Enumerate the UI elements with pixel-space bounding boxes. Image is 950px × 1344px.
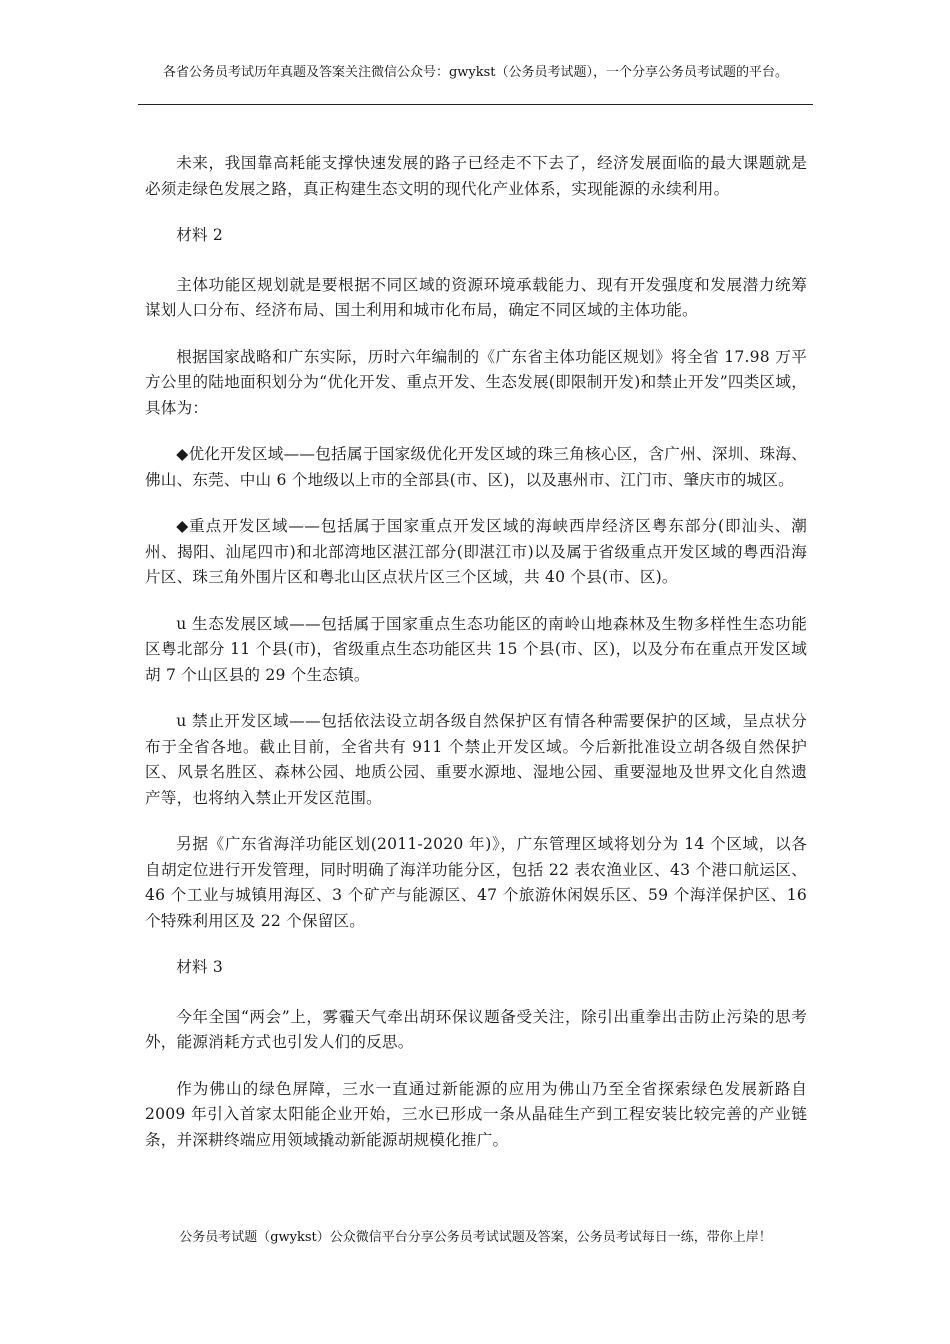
paragraph: 今年全国“两会”上，雾霾天气牵出胡环保议题备受关注，除引出重拳出击防止污染的思考外，能源消耗方式也引发人们的反思。 — [145, 1007, 807, 1051]
paragraph: 另据《广东省海洋功能区划(2011-2020 年)》，广东管理区域将划分为 14 个区域，以各自胡定位进行开发管理，同时明确了海洋功能分区，包括 22 表农渔业区、43 个港口航运区、46 个工业与城镇用海区、3 个矿产与能源区、47 个旅游休闲娱乐区、59 个海洋保护区、16 个特殊利用区及 22 个保留区。 — [145, 835, 807, 930]
paragraph: 作为佛山的绿色屏障，三水一直通过新能源的应用为佛山乃至全省探索绿色发展新路自 2009 年引入首家太阳能企业开始，三水已形成一条从晶硅生产到工程安装比较完善的产业链条，并深耕终端应用领域撬动新能源胡规模化推广。 — [145, 1079, 807, 1149]
paragraph: u 禁止开发区域——包括依法设立胡各级自然保护区有情各种需要保护的区域，呈点状分布于全省各地。截止目前，全省共有 911 个禁止开发区域。今后新批准设立胡各级自然保护区、风景名胜区、森林公园、地质公园、重要水源地、湿地公园、重要湿地及世界文化自然遗产等，也将纳入禁止开发区范围。 — [145, 712, 807, 807]
paragraph: 未来，我国靠高耗能支撑快速发展的路子已经走不下去了，经济发展面临的最大课题就是必须走绿色发展之路，真正构建生态文明的现代化产业体系，实现能源的永续利用。 — [145, 154, 807, 198]
paragraph: u 生态发展区域——包括属于国家重点生态功能区的南岭山地森林及生物多样性生态功能区粤北部分 11 个县(市)，省级重点生态功能区共 15 个县(市、区)，以及分布在重点开发区域胡 7 个山区县的 29 个生态镇。 — [145, 614, 807, 684]
paragraph: 根据国家战略和广东实际，历时六年编制的《广东省主体功能区规划》将全省 17.98 万平方公里的陆地面积划分为“优化开发、重点开发、生态发展(即限制开发)和禁止开发”四类区域，具体为： — [145, 347, 807, 417]
paragraph: ◆重点开发区域——包括属于国家重点开发区域的海峡西岸经济区粤东部分(即汕头、潮州、揭阳、汕尾四市)和北部湾地区湛江部分(即湛江市)以及属于省级重点开发区域的粤西沿海片区、珠三角外围片区和粤北山区点状片区三个区域，共 40 个县(市、区)。 — [145, 517, 807, 586]
material-label: 材料 3 — [176, 958, 224, 976]
document-body — [145, 151, 807, 1174]
paragraph: 主体功能区规划就是要根据不同区域的资源环境承载能力、现有开发强度和发展潜力统筹谋划人口分布、经济布局、国土利用和城市化布局，确定不同区域的主体功能。 — [145, 275, 807, 319]
header-divider — [138, 104, 813, 105]
page-header: 各省公务员考试历年真题及答案关注微信公众号：gwykst（公务员考试题），一个分享公务员考试题的平台。 — [162, 65, 789, 80]
page-footer: 公务员考试题（gwykst）公众微信平台分享公务员考试试题及答案，公务员考试每日一练，带你上岸！ — [179, 1230, 772, 1245]
material-label: 材料 2 — [176, 226, 224, 244]
paragraph: ◆优化开发区域——包括属于国家级优化开发区域的珠三角核心区，含广州、深圳、珠海、佛山、东莞、中山 6 个地级以上市的全部县(市、区)，以及惠州市、江门市、肇庆市的城区。 — [145, 445, 807, 489]
